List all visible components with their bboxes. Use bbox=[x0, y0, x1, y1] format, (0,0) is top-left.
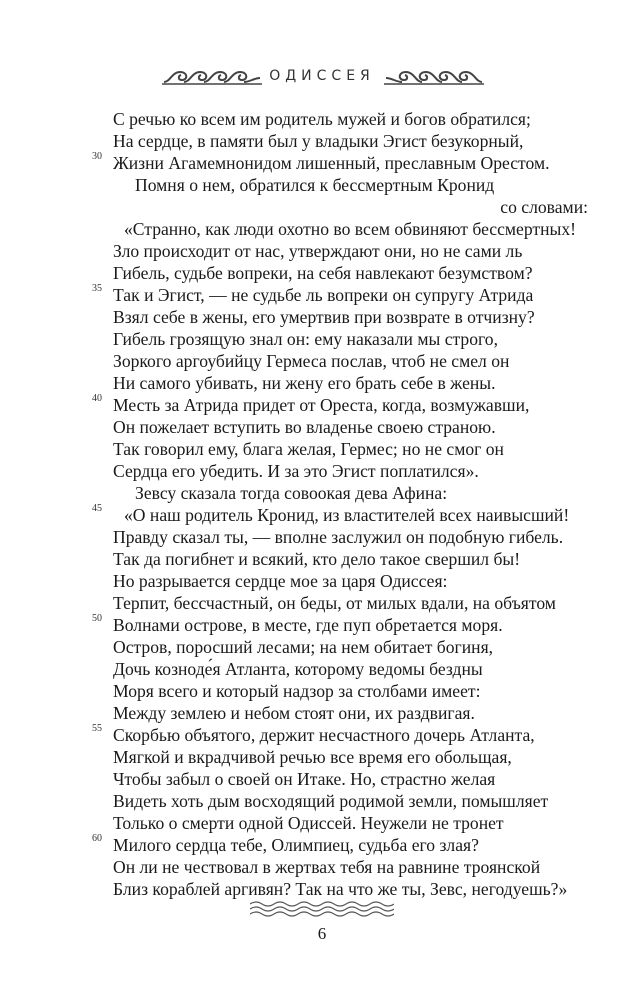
poem-line bbox=[0, 350, 644, 372]
line-text: Только о смерти одной Одиссей. Неужели не тронет bbox=[113, 813, 504, 833]
line-text: Дочь козноде́я Атланта, которому ведомы бездны bbox=[113, 659, 483, 679]
poem-line bbox=[0, 130, 644, 152]
poem-line bbox=[0, 284, 644, 306]
poem-line bbox=[0, 570, 644, 592]
poem-line bbox=[0, 438, 644, 460]
line-number: 45 bbox=[92, 503, 102, 514]
line-text: Волнами острове, в месте, где пуп обретается моря. bbox=[113, 615, 503, 635]
poem-line bbox=[0, 856, 644, 878]
poem-line bbox=[0, 636, 644, 658]
line-text: Гибель, судьбе вопреки, на себя навлекают безумством? bbox=[113, 263, 533, 283]
line-number: 60 bbox=[92, 833, 102, 844]
poem-line bbox=[0, 724, 644, 746]
poem-line bbox=[0, 306, 644, 328]
poem-line bbox=[0, 196, 644, 218]
poem-line bbox=[0, 702, 644, 724]
line-text: Близ кораблей аргивян? Так на что же ты, Зевс, негодуешь?» bbox=[113, 879, 568, 899]
line-text: Между землею и небом стоят они, их раздвигая. bbox=[113, 703, 475, 723]
poem-line bbox=[0, 262, 644, 284]
page-number: 6 bbox=[317, 924, 327, 943]
poem-line bbox=[0, 174, 644, 196]
page-header bbox=[0, 62, 644, 102]
line-text: со словами: bbox=[500, 197, 588, 217]
line-text: «Странно, как люди охотно во всем обвиняют бессмертных! bbox=[124, 219, 577, 239]
poem-line bbox=[0, 746, 644, 768]
poem-line bbox=[0, 328, 644, 350]
poem-line bbox=[0, 460, 644, 482]
line-number: 40 bbox=[92, 393, 102, 404]
line-text: Жизни Агамемнонидом лишенный, преславным Орестом. bbox=[113, 153, 550, 173]
poem-line bbox=[0, 790, 644, 812]
poem-line bbox=[0, 812, 644, 834]
line-text: Остров, поросший лесами; на нем обитает богиня, bbox=[113, 637, 494, 657]
poem-line bbox=[0, 504, 644, 526]
poem-line bbox=[0, 878, 644, 900]
line-text: Он ли не чествовал в жертвах тебя на равнине троянской bbox=[113, 857, 541, 877]
poem-line bbox=[0, 108, 644, 130]
poem-line bbox=[0, 548, 644, 570]
poem-line bbox=[0, 394, 644, 416]
line-text: Моря всего и который надзор за столбами имеет: bbox=[113, 681, 481, 701]
line-text: Милого сердца тебе, Олимпиец, судьба его злая? bbox=[113, 835, 479, 855]
line-number: 50 bbox=[92, 613, 102, 624]
line-text: Терпит, бессчастный, он беды, от милых вдали, на объятом bbox=[113, 593, 556, 613]
line-text: Месть за Атрида придет от Ореста, когда, возмужавши, bbox=[113, 395, 530, 415]
line-text: Гибель грозящую знал он: ему наказали мы строго, bbox=[113, 329, 498, 349]
poem-line bbox=[0, 680, 644, 702]
line-text: На сердце, в памяти был у владыки Эгист безукорный, bbox=[113, 131, 524, 151]
line-text: Так и Эгист, — не судьбе ль вопреки он супругу Атрида bbox=[113, 285, 534, 305]
running-title: ОДИССЕЯ bbox=[269, 68, 375, 84]
poem-line bbox=[0, 152, 644, 174]
poem-line bbox=[0, 240, 644, 262]
line-number: 30 bbox=[92, 151, 102, 162]
line-text: Видеть хоть дым восходящий родимой земли, помышляет bbox=[113, 791, 549, 811]
line-text: Зевсу сказала тогда совоокая дева Афина: bbox=[135, 483, 448, 503]
poem-line bbox=[0, 592, 644, 614]
poem-line bbox=[0, 416, 644, 438]
wave-lines-ornament-icon bbox=[250, 900, 394, 918]
wave-scroll-ornament-right-icon bbox=[380, 66, 484, 88]
poem-line bbox=[0, 768, 644, 790]
line-text: Сердца его убедить. И за это Эгист поплатился». bbox=[113, 461, 479, 481]
poem-line bbox=[0, 526, 644, 548]
line-text: Так говорил ему, блага желая, Гермес; но не смог он bbox=[113, 439, 504, 459]
poem-line bbox=[0, 372, 644, 394]
line-number: 35 bbox=[92, 283, 102, 294]
line-text: Взял себе в жены, его умертвив при возврате в отчизну? bbox=[113, 307, 535, 327]
line-text: Чтобы забыл о своей он Итаке. Но, страстно желая bbox=[113, 769, 496, 789]
line-text: Помня о нем, обратился к бессмертным Кронид bbox=[135, 175, 495, 195]
line-text: «О наш родитель Кронид, из властителей всех наивысший! bbox=[124, 505, 570, 525]
line-text: Ни самого убивать, ни жену его брать себе в жены. bbox=[113, 373, 496, 393]
line-text: Но разрывается сердце мое за царя Одиссея: bbox=[113, 571, 448, 591]
line-text: Мягкой и вкрадчивой речью все время его обольщая, bbox=[113, 747, 512, 767]
line-text: Зло происходит от нас, утверждают они, но не сами ль bbox=[113, 241, 523, 261]
line-number: 55 bbox=[92, 723, 102, 734]
line-text: Так да погибнет и всякий, кто дело такое свершил бы! bbox=[113, 549, 521, 569]
poem-line bbox=[0, 658, 644, 680]
line-text: Скорбью объятого, держит несчастного дочерь Атланта, bbox=[113, 725, 535, 745]
poem-line bbox=[0, 834, 644, 856]
line-text: Правду сказал ты, — вполне заслужил он подобную гибель. bbox=[113, 527, 564, 547]
wave-scroll-ornament-left-icon bbox=[162, 66, 266, 88]
line-text: С речью ко всем им родитель мужей и богов обратился; bbox=[113, 109, 531, 129]
poem-line bbox=[0, 218, 644, 240]
poem-line bbox=[0, 614, 644, 636]
poem-line bbox=[0, 482, 644, 504]
line-text: Он пожелает вступить во владенье своею страною. bbox=[113, 417, 496, 437]
line-text: Зоркого аргоубийцу Гермеса послав, чтоб не смел он bbox=[113, 351, 510, 371]
